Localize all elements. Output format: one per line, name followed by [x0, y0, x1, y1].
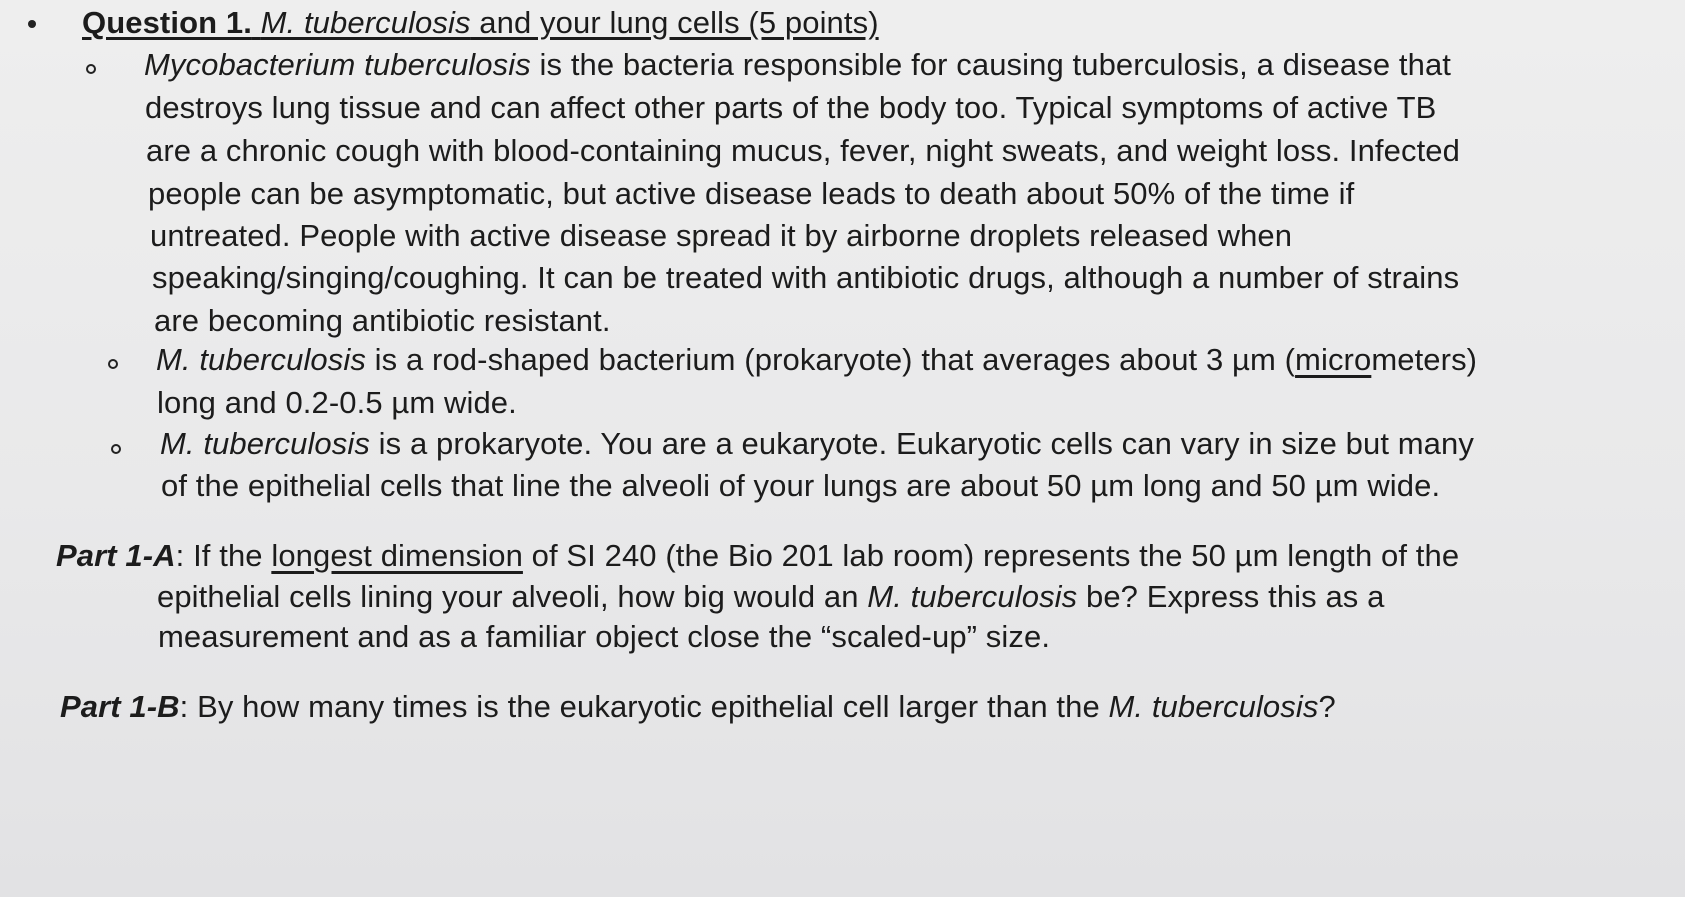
- bullet1-line6: speaking/singing/coughing. It can be treated with antibiotic drugs, although a number of strains: [152, 260, 1460, 295]
- bullet3-line1: [160, 425, 1474, 463]
- underlined-text: longest dimension: [271, 538, 523, 573]
- part-a-label: Part 1-A: [56, 538, 176, 573]
- text-span: is the bacteria responsible for causing tuberculosis, a disease that: [530, 47, 1452, 82]
- text-span: is a prokaryote. You are a eukaryote. Eukaryotic cells can vary in size but many: [369, 426, 1474, 461]
- bullet2-line2: long and 0.2-0.5 µm wide.: [157, 385, 517, 420]
- bullet2-line1: [156, 341, 1477, 379]
- part-a-line2: [157, 578, 1384, 616]
- question-title-rest: and your lung cells (5 points): [470, 5, 879, 40]
- species-name: M. tuberculosis: [867, 579, 1078, 614]
- text-span: is a rod-shaped bacterium (prokaryote) that averages about 3 µm (: [365, 342, 1296, 377]
- part-b-label: Part 1-B: [60, 689, 180, 724]
- bullet1-line7: are becoming antibiotic resistant.: [154, 303, 611, 338]
- underlined-text: micro: [1295, 342, 1372, 377]
- part-b-line1: [60, 688, 1336, 726]
- bullet1-line1: [144, 46, 1451, 84]
- bullet1-line5: untreated. People with active disease spread it by airborne droplets released when: [150, 218, 1293, 253]
- question-heading: [82, 4, 879, 42]
- bullet-circle: [111, 444, 121, 454]
- species-name: M. tuberculosis: [1108, 689, 1319, 724]
- species-name: M. tuberculosis: [160, 426, 370, 461]
- text-span: meters): [1371, 342, 1478, 377]
- bullet1-line3: are a chronic cough with blood-containing mucus, fever, night sweats, and weight loss. Infected: [146, 133, 1460, 168]
- species-name: M. tuberculosis: [156, 342, 366, 377]
- text-span: ?: [1318, 689, 1336, 724]
- question-number: Question 1.: [82, 5, 252, 40]
- text-span: : By how many times is the eukaryotic epithelial cell larger than the: [179, 689, 1109, 724]
- part-a-line3: measurement and as a familiar object close the “scaled-up” size.: [158, 619, 1051, 654]
- text-span: epithelial cells lining your alveoli, how big would an: [157, 579, 868, 614]
- species-name: Mycobacterium tuberculosis: [144, 47, 531, 82]
- bullet-circle: [86, 64, 96, 74]
- question-title-italic: M. tuberculosis: [260, 5, 471, 40]
- bullet3-line2: of the epithelial cells that line the alveoli of your lungs are about 50 µm long and 50 µm wide.: [161, 468, 1441, 503]
- bullet-circle: [108, 359, 118, 369]
- part-a-line1: [56, 537, 1459, 575]
- bullet-dot: [28, 20, 36, 28]
- bullet1-line4: people can be asymptomatic, but active disease leads to death about 50% of the time if: [148, 176, 1355, 211]
- text-span: of SI 240 (the Bio 201 lab room) represents the 50 µm length of the: [522, 538, 1460, 573]
- bullet1-line2: destroys lung tissue and can affect other parts of the body too. Typical symptoms of active TB: [145, 90, 1437, 125]
- text-span: be? Express this as a: [1077, 579, 1385, 614]
- text-span: : If the: [175, 538, 272, 573]
